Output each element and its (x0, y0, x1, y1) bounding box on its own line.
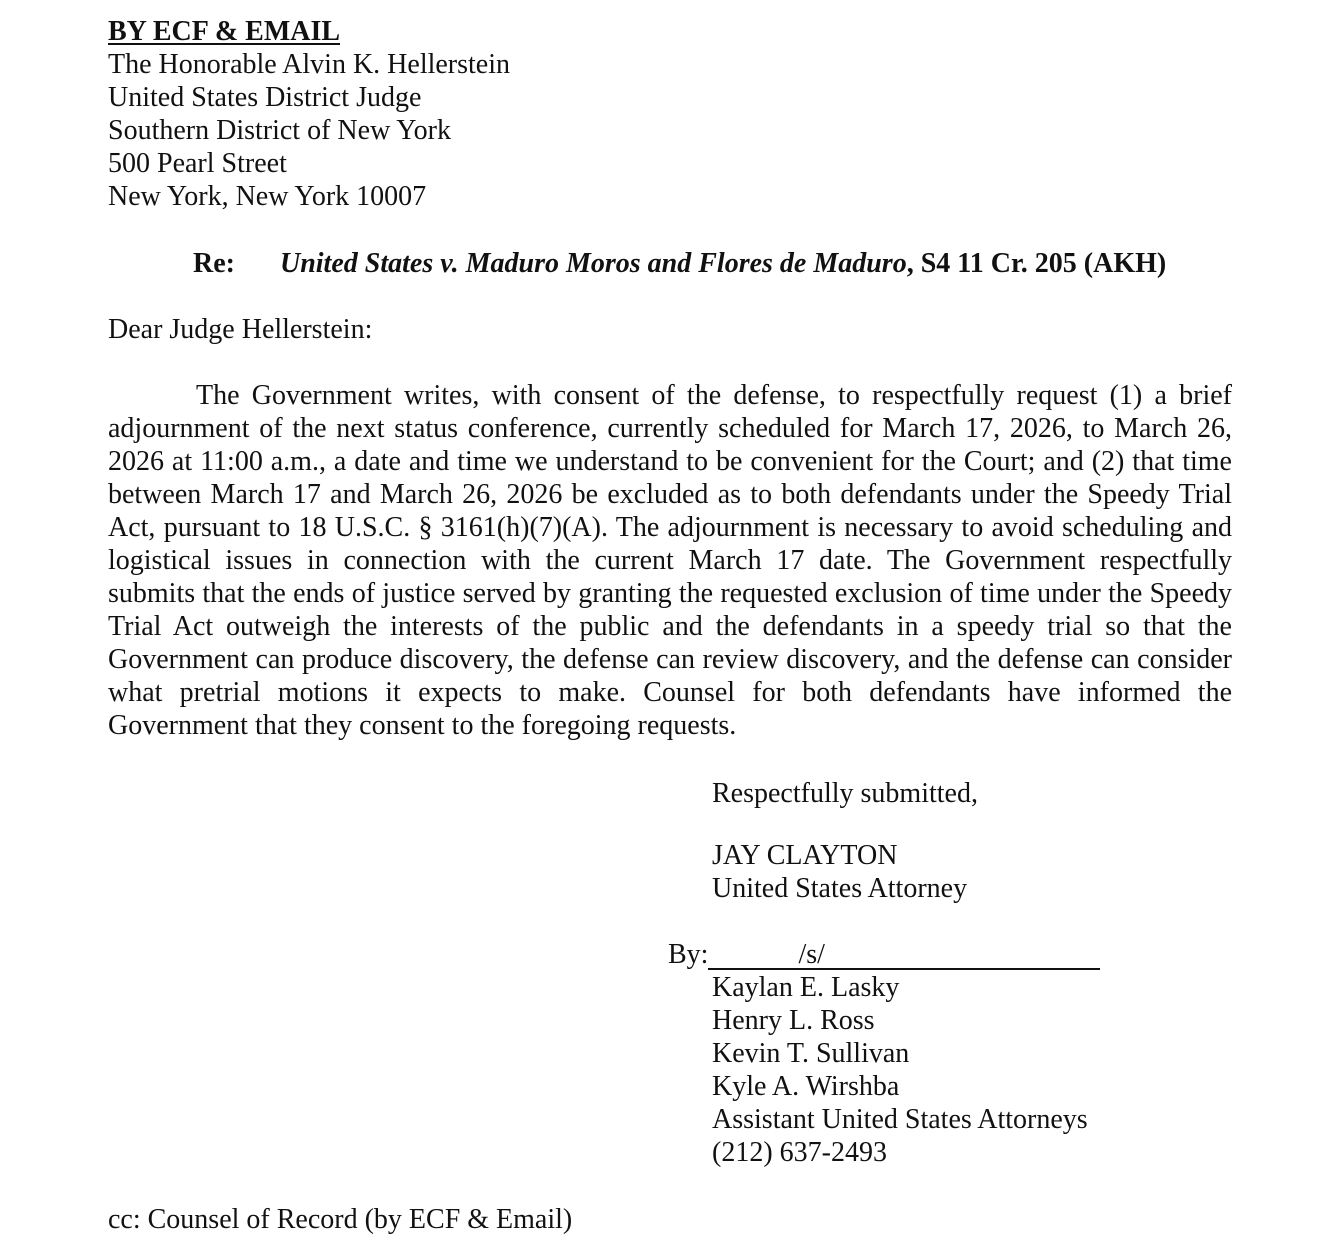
attorneys-block (712, 971, 1088, 1169)
closing: Respectfully submitted, (712, 778, 978, 809)
body-paragraph: The Government writes, with consent of the defense, to respectfully request (1) a brief adjournment of the next status conference, currently scheduled for March 17, 2026, to March 26, 2026 at 11:00 a.m., a date and time we understand to be convenient for the Court; and (2) that time between March 17 and March 26, 2026 be excluded as to both defendants under the Speedy Trial Act, pursuant to 18 U.S.C. § 3161(h)(7)(A). The adjournment is necessary to avoid scheduling and logistical issues in connection with the current March 17 date. The Government respectfully submits that the ends of justice served by granting the requested exclusion of time under the Speedy Trial Act outweigh the interests of the public and the defendants in a speedy trial so that the Government can produce discovery, the defense can review discovery, and the defense can consider what pretrial motions it expects to make. Counsel for both defendants have informed the Government that they consent to the foregoing requests. (108, 380, 1232, 741)
signatory-block (712, 839, 967, 905)
by-label: By: (668, 939, 709, 970)
case-number: , S4 11 Cr. 205 (AKH) (906, 248, 1167, 279)
addressee-line: The Honorable Alvin K. Hellerstein (108, 49, 511, 80)
signatory-name: JAY CLAYTON (712, 840, 898, 871)
attorney-name: Kaylan E. Lasky (712, 972, 900, 1003)
salutation: Dear Judge Hellerstein: (108, 314, 373, 345)
case-title: United States v. Maduro Moros and Flores de Maduro (279, 248, 907, 279)
attorney-name: Henry L. Ross (712, 1005, 875, 1036)
signature-line (668, 938, 1100, 971)
signatory-title: United States Attorney (712, 873, 968, 904)
delivery-method: BY ECF & EMAIL (108, 16, 341, 47)
signature-underline (708, 938, 1100, 970)
phone-number: (212) 637-2493 (712, 1137, 887, 1168)
addressee-line: Southern District of New York (108, 115, 451, 146)
addressee-block (108, 15, 510, 213)
attorney-name: Kevin T. Sullivan (712, 1038, 910, 1069)
cc-line: cc: Counsel of Record (by ECF & Email) (108, 1204, 573, 1235)
attorney-role: Assistant United States Attorneys (712, 1104, 1088, 1135)
addressee-line: New York, New York 10007 (108, 181, 427, 212)
signature-mark: /s/ (798, 939, 825, 970)
attorney-name: Kyle A. Wirshba (712, 1071, 900, 1102)
addressee-line: 500 Pearl Street (108, 148, 287, 179)
re-label: Re: (193, 248, 235, 279)
addressee-line: United States District Judge (108, 82, 422, 113)
re-line (193, 247, 1166, 280)
